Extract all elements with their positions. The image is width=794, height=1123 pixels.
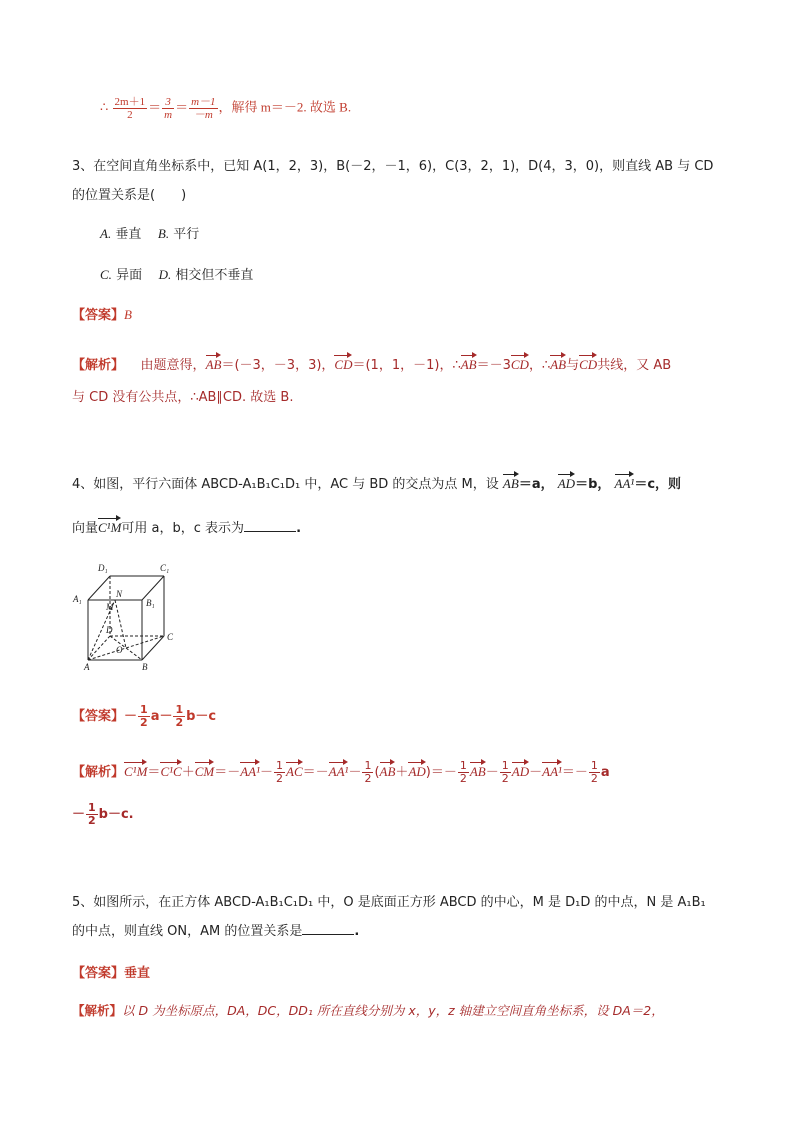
- vector-ab: AB: [205, 357, 222, 372]
- analysis-text: －: [72, 807, 86, 822]
- stem-text: 可用 a，b，c 表示为: [121, 521, 245, 536]
- q3-stem-line1: 3、在空间直角坐标系中，已知 A(1，2，3)，B(－2，－1，6)，C(3，2，1)，D(4，3，0)，则直线 AB 与 CD: [72, 159, 714, 174]
- q4-stem-line1: [72, 473, 681, 492]
- label-b1: B₁: [146, 598, 155, 608]
- q4-analysis-line2: [72, 802, 134, 827]
- stem-text: 的中点，则直线 ON，AM 的位置关系是: [72, 924, 303, 939]
- analysis-text: b－c.: [98, 807, 134, 822]
- vector-aa1: AA¹: [614, 476, 635, 491]
- option-c-text: 异面: [116, 268, 143, 283]
- label-b: B: [142, 662, 148, 672]
- q3-analysis-line1: [72, 354, 671, 373]
- answer-blank: [302, 922, 354, 935]
- fraction-1: $\frac{2m+1}{2}$: [114, 96, 146, 121]
- option-b-text: 平行: [173, 227, 200, 242]
- line-no: [115, 600, 126, 648]
- stem-text: .: [354, 924, 360, 939]
- stem-text: ＝c，则: [634, 477, 682, 492]
- analysis-text: ＋: [181, 765, 195, 780]
- answer-blank: [244, 519, 296, 532]
- vector-c1m: C¹M: [98, 520, 122, 535]
- analysis-text: (: [374, 765, 380, 780]
- stem-text: ＝b，: [575, 477, 611, 492]
- vector-cm: CM: [194, 764, 215, 779]
- answer-tag: 【答案】: [72, 308, 125, 323]
- top-equation-line: ∴ $\frac{2m+1}{2}$ ＝ $\frac{3}{m}$ ＝ $\frac{m-1}{-m}$ ，解得 m＝－2. 故选 B.: [100, 96, 352, 121]
- q3-stem-line2: 的位置关系是( ): [72, 188, 187, 203]
- label-m: M: [106, 602, 114, 612]
- therefore-symbol: ∴: [100, 99, 109, 115]
- analysis-fraction: $\frac{1}{2}$: [88, 801, 96, 827]
- vector-ab: AB: [460, 357, 477, 372]
- vector-ac: AC: [286, 764, 303, 779]
- analysis-fraction: $\frac{1}{2}$: [590, 759, 598, 785]
- vector-cd: CD: [334, 357, 353, 372]
- label-c1: C₁: [160, 563, 170, 573]
- analysis-text: ＝－: [561, 765, 588, 780]
- answer-part: －: [124, 709, 138, 724]
- vector-ad: AD: [557, 476, 576, 491]
- label-a: A: [84, 662, 90, 672]
- analysis-text: ＝(－3，－3，3)，: [221, 358, 335, 373]
- analysis-text: )＝－: [425, 765, 457, 780]
- q4-analysis-line1: [72, 760, 610, 785]
- analysis-text: ＝－3: [476, 358, 511, 373]
- analysis-text: 以 D 为坐标原点，DA，DC，DD₁ 所在直线分别为 x，y，z 轴建立空间直角坐标系，设 DA＝2，: [122, 1003, 664, 1018]
- vector-c1m: C¹M: [124, 764, 148, 779]
- q5-answer: [72, 962, 150, 981]
- analysis-text: 与: [566, 358, 580, 373]
- analysis-text: a: [600, 765, 610, 780]
- analysis-tag: 【解析】: [72, 1003, 123, 1018]
- answer-value: [124, 703, 217, 729]
- q3-analysis-line2: 与 CD 没有公共点，∴AB∥CD. 故选 B.: [72, 390, 294, 405]
- analysis-tag: 【解析】: [72, 358, 125, 373]
- analysis-text: ＝: [147, 765, 161, 780]
- stem-text: 4、如图，平行六面体 ABCD-A₁B₁C₁D₁ 中，AC 与 BD 的交点为点 M，设: [72, 477, 499, 492]
- label-n: N: [116, 589, 123, 599]
- vector-c1c: C¹C: [160, 764, 182, 779]
- vector-ab: AB: [379, 764, 396, 779]
- vector-cd: CD: [510, 357, 529, 372]
- q3-options-row1: [100, 223, 199, 242]
- answer-fraction: $\frac{1}{2}$: [175, 703, 184, 729]
- label-a1: A₁: [73, 594, 82, 604]
- option-a-letter: A.: [100, 226, 112, 241]
- vector-cd: CD: [579, 357, 598, 372]
- option-d-text: 相交但不垂直: [175, 268, 254, 283]
- edge-cb: [142, 636, 164, 660]
- q4-answer: [72, 704, 216, 729]
- q5-analysis-line1: [72, 1001, 664, 1019]
- analysis-text: －: [348, 765, 362, 780]
- option-d-letter: D.: [158, 267, 172, 282]
- stem-text: .: [296, 521, 302, 536]
- option-b-letter: B.: [157, 226, 170, 241]
- analysis-fraction: $\frac{1}{2}$: [501, 759, 509, 785]
- diagonal-bd: [110, 636, 142, 660]
- stem-text: 向量: [72, 521, 99, 536]
- answer-part: b－c: [186, 709, 217, 724]
- analysis-text: ，∴: [528, 358, 551, 373]
- vector-aa1: AA¹: [240, 764, 260, 779]
- answer-part: a－: [150, 709, 173, 724]
- answer-tag: 【答案】: [72, 709, 125, 724]
- edge-c1b1: [142, 576, 164, 600]
- analysis-tag: 【解析】: [72, 765, 125, 780]
- q5-stem-line2: [72, 920, 359, 939]
- vector-aa1: AA¹: [542, 764, 562, 779]
- fraction-3: $\frac{m-1}{-m}$: [191, 96, 216, 121]
- analysis-text: －: [529, 765, 543, 780]
- analysis-text: －: [485, 765, 499, 780]
- vector-ad: AD: [408, 764, 426, 779]
- q3-options-row2: [100, 264, 253, 283]
- stem-text: ＝a，: [518, 477, 554, 492]
- vector-ad: AD: [511, 764, 530, 779]
- answer-value: 垂直: [124, 966, 151, 981]
- top-line-suffix: ，解得 m＝－2. 故选 B.: [218, 99, 352, 115]
- label-c: C: [167, 632, 174, 642]
- option-c-letter: C.: [100, 267, 112, 282]
- analysis-fraction: $\frac{1}{2}$: [459, 759, 467, 785]
- analysis-text: 共线，又 AB: [597, 358, 672, 373]
- answer-fraction: $\frac{1}{2}$: [140, 703, 148, 729]
- q4-stem-line2: [72, 517, 301, 536]
- vector-ab: AB: [502, 476, 519, 491]
- label-d1: D₁: [98, 563, 108, 573]
- edge-a1d1: [88, 576, 110, 600]
- label-o: O: [116, 645, 123, 655]
- vector-ab: AB: [469, 764, 486, 779]
- option-a-text: 垂直: [115, 227, 142, 242]
- analysis-text: 由题意得，: [140, 358, 206, 373]
- analysis-fraction: $\frac{1}{2}$: [364, 759, 372, 785]
- vector-aa1: AA¹: [328, 764, 349, 779]
- fraction-2: $\frac{3}{m}$: [164, 96, 173, 121]
- analysis-text: ＝－: [302, 765, 329, 780]
- analysis-text: ＝－: [214, 765, 241, 780]
- analysis-fraction: $\frac{1}{2}$: [276, 759, 284, 785]
- answer-value: B: [124, 307, 132, 322]
- analysis-text: ＝(1，1，－1)，∴: [352, 358, 461, 373]
- parallelepiped-figure: [70, 560, 190, 672]
- q3-answer: [72, 304, 132, 323]
- analysis-text: －: [260, 765, 274, 780]
- q5-stem-line1: 5、如图所示，在正方体 ABCD-A₁B₁C₁D₁ 中，O 是底面正方形 ABCD 的中心，M 是 D₁D 的中点，N 是 A₁B₁: [72, 895, 706, 910]
- answer-tag: 【答案】: [72, 966, 125, 981]
- vector-ab: AB: [550, 357, 567, 372]
- label-d: D: [106, 625, 113, 635]
- analysis-text: ＋: [395, 765, 409, 780]
